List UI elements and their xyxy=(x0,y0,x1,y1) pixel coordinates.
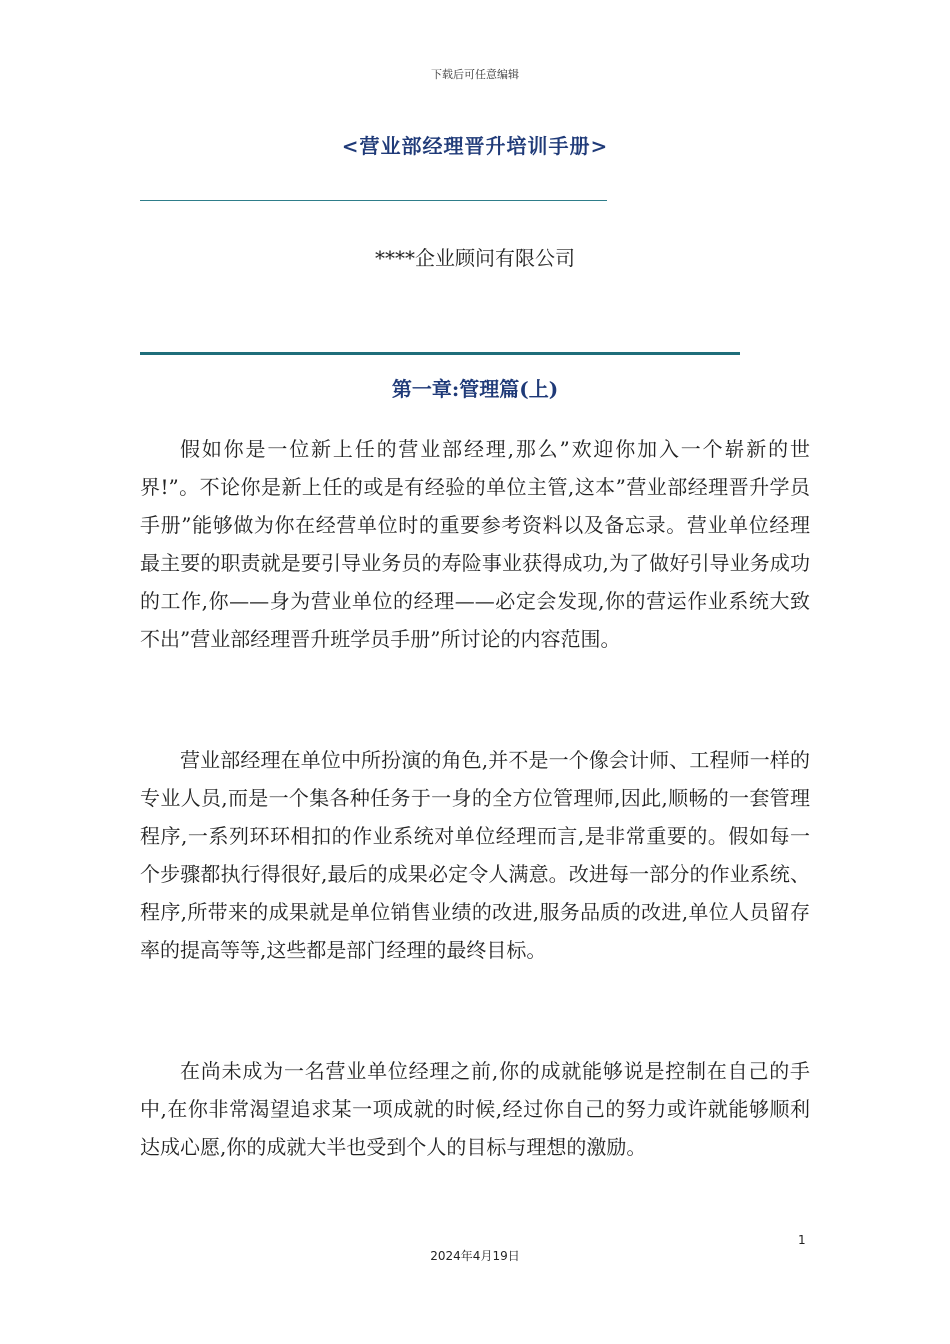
paragraph-2: 营业部经理在单位中所扮演的角色,并不是一个像会计师、工程师一样的专业人员,而是一个集各种任务于一身的全方位管理师,因此,顺畅的一套管理程序,一系列环环相扣的作业系统对单位经理而言,是非常重要的。假如每一个步骤都执行得很好,最后的成果必定令人满意。改进每一部分的作业系统、程序,所带来的成果就是单位销售业绩的改进,服务品质的改进,单位人员留存率的提高等等,这些都是部门经理的最终目标。 xyxy=(140,748,810,962)
chapter-title: 第一章:管理篇(上) xyxy=(391,377,559,401)
company-name: ****企业顾问有限公司 xyxy=(375,246,575,270)
paragraph-1: 假如你是一位新上任的营业部经理,那么”欢迎你加入一个崭新的世界!”。不论你是新上任的或是有经验的单位主管,这本”营业部经理晋升学员手册”能够做为你在经营单位时的重要参考资料以及备忘录。营业单位经理最主要的职责就是要引导业务员的寿险事业获得成功,为了做好引导业务成功的工作,你——身为营业单位的经理——必定会发现,你的营运作业系统大致不出”营业部经理晋升班学员手册”所讨论的内容范围。 xyxy=(140,437,810,651)
footer-date: 2024年4月19日 xyxy=(430,1249,520,1263)
paragraph-3: 在尚未成为一名营业单位经理之前,你的成就能够说是控制在自己的手中,在你非常渴望追求某一项成就的时候,经过你自己的努力或许就能够顺利达成心愿,你的成就大半也受到个人的目标与理想的激励。 xyxy=(140,1059,810,1159)
section-divider xyxy=(140,352,740,355)
document-title: <营业部经理晋升培训手册> xyxy=(341,134,609,158)
header-note: 下载后可任意编辑 xyxy=(431,68,519,81)
page-number: 1 xyxy=(798,1233,806,1247)
title-divider xyxy=(140,200,607,201)
